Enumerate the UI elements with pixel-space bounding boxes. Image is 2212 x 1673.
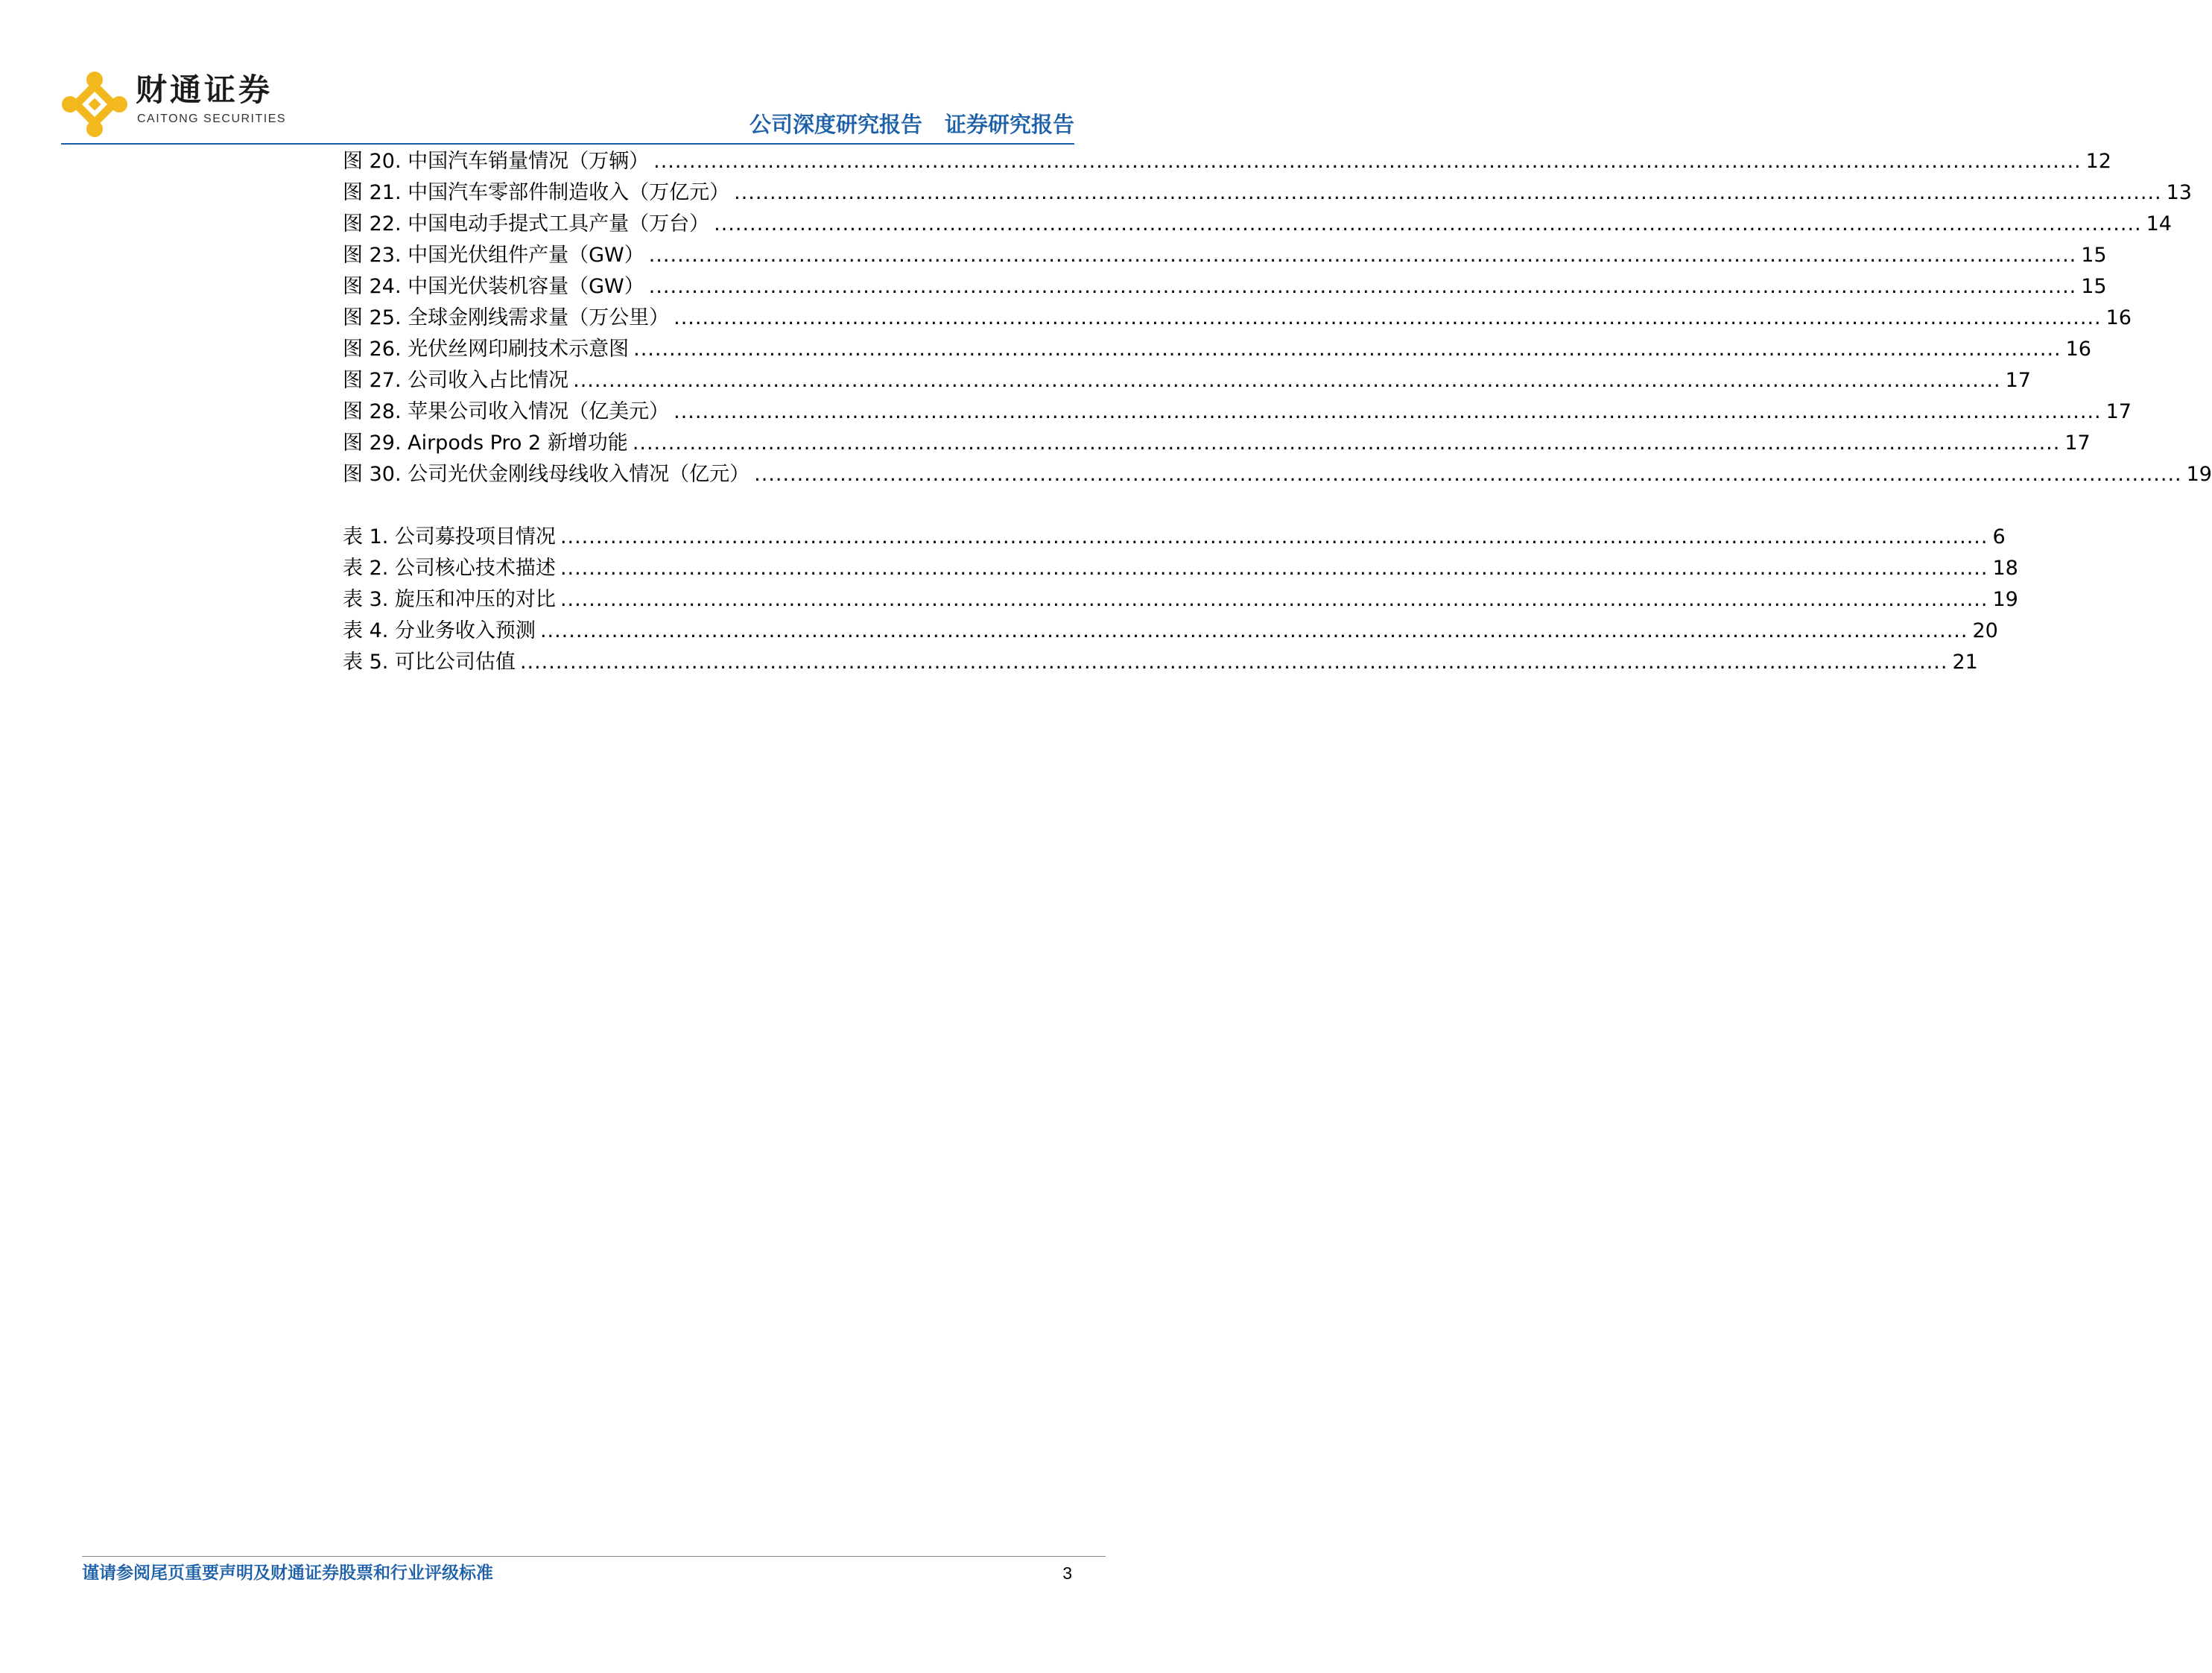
toc-entry[interactable]	[343, 647, 1978, 678]
toc-dot-leader: ........................................................................................................................................................................................................	[674, 306, 2102, 329]
toc-dot-leader: ........................................................................................................................................................................................................	[734, 181, 2162, 204]
toc-dot-leader: ........................................................................................................................................................................................................	[648, 275, 2077, 298]
footer-divider	[82, 1556, 1106, 1557]
toc-entry-label: 图 23. 中国光伏组件产量（GW）	[343, 244, 644, 267]
toc-entry[interactable]	[343, 209, 2172, 240]
table-list	[343, 522, 2018, 678]
toc-entry-page: 12	[2085, 150, 2111, 173]
figure-list	[343, 146, 2212, 490]
toc-entry-label: 图 30. 公司光伏金刚线母线收入情况（亿元）	[343, 463, 750, 486]
toc-entry-label: 图 24. 中国光伏装机容量（GW）	[343, 275, 644, 298]
toc-dot-leader: ........................................................................................................................................................................................................	[714, 212, 2142, 235]
toc-entry[interactable]	[343, 334, 2091, 365]
toc-dot-leader: ........................................................................................................................................................................................................	[560, 557, 1988, 580]
toc-entry-page: 19	[2186, 463, 2212, 486]
toc-entry-page: 16	[2105, 306, 2132, 329]
toc-entry[interactable]	[343, 303, 2132, 334]
toc-dot-leader: ........................................................................................................................................................................................................	[573, 369, 2001, 392]
toc-entry-page: 17	[2105, 400, 2132, 423]
toc-entry[interactable]	[343, 365, 2031, 396]
brand-name-en: CAITONG SECURITIES	[137, 113, 287, 125]
toc-dot-leader: ........................................................................................................................................................................................................	[519, 651, 1948, 674]
toc-entry-page: 13	[2166, 181, 2192, 204]
toc-entry[interactable]	[343, 522, 2006, 553]
toc-entry-page: 21	[1952, 651, 1978, 674]
toc-dot-leader: ........................................................................................................................................................................................................	[653, 150, 2082, 173]
toc-entry-label: 表 4. 分业务收入预测	[343, 619, 536, 642]
toc-entry-page: 19	[1992, 588, 2018, 611]
toc-dot-leader: ........................................................................................................................................................................................................	[633, 338, 2062, 361]
report-category: 证券研究报告	[944, 112, 1074, 137]
caitong-logo-icon	[61, 71, 128, 138]
toc-entry-page: 16	[2065, 338, 2091, 361]
toc-entry-label: 图 25. 全球金刚线需求量（万公里）	[343, 306, 670, 329]
toc-entry-label: 表 1. 公司募投项目情况	[343, 525, 556, 548]
toc-entry-label: 图 22. 中国电动手提式工具产量（万台）	[343, 212, 710, 235]
report-header-title	[750, 114, 1074, 136]
toc-dot-leader: ........................................................................................................................................................................................................	[560, 588, 1988, 611]
toc-dot-leader: ........................................................................................................................................................................................................	[674, 400, 2102, 423]
toc-entry[interactable]	[343, 428, 2091, 459]
toc-entry-label: 表 3. 旋压和冲压的对比	[343, 588, 556, 611]
toc-dot-leader: ........................................................................................................................................................................................................	[754, 463, 2182, 486]
toc-entry-page: 17	[2005, 369, 2031, 392]
toc-entry-label: 图 26. 光伏丝网印刷技术示意图	[343, 338, 630, 361]
toc-entry-page: 14	[2146, 212, 2172, 235]
toc-dot-leader: ........................................................................................................................................................................................................	[632, 431, 2061, 455]
toc-entry-label: 图 28. 苹果公司收入情况（亿美元）	[343, 400, 670, 423]
list-spacer	[343, 490, 1074, 522]
toc-entry[interactable]	[343, 459, 2212, 490]
toc-dot-leader: ........................................................................................................................................................................................................	[648, 244, 2077, 267]
toc-entry-page: 18	[1992, 557, 2018, 580]
page-number: 3	[1062, 1563, 1072, 1583]
toc-entry[interactable]	[343, 240, 2107, 271]
toc-entry-label: 表 2. 公司核心技术描述	[343, 557, 556, 580]
toc-entry[interactable]	[343, 271, 2107, 303]
toc-entry[interactable]	[343, 616, 1998, 647]
toc-entry-page: 20	[1972, 619, 1998, 642]
toc-entry-page: 17	[2064, 431, 2091, 455]
toc-dot-leader: ........................................................................................................................................................................................................	[539, 619, 1968, 642]
toc-entry-label: 图 21. 中国汽车零部件制造收入（万亿元）	[343, 181, 730, 204]
toc-entry[interactable]	[343, 177, 2192, 209]
toc-entry-label: 图 27. 公司收入占比情况	[343, 369, 569, 392]
toc-entry[interactable]	[343, 553, 2018, 584]
brand-name-cn: 财通证券	[136, 72, 273, 108]
toc-entry-label: 图 29. Airpods Pro 2 新增功能	[343, 431, 628, 455]
header-divider	[61, 143, 1074, 145]
toc-entry[interactable]	[343, 396, 2132, 428]
toc-entry-page: 15	[2081, 275, 2107, 298]
toc-entry[interactable]	[343, 146, 2111, 177]
toc-dot-leader: ........................................................................................................................................................................................................	[560, 525, 1988, 548]
footer-disclaimer: 谨请参阅尾页重要声明及财通证券股票和行业评级标准	[82, 1563, 493, 1583]
toc-entry-page: 6	[1992, 525, 2006, 548]
table-of-contents	[343, 146, 2212, 678]
toc-entry-label: 表 5. 可比公司估值	[343, 651, 516, 674]
report-type: 公司深度研究报告	[749, 112, 922, 137]
toc-entry-page: 15	[2081, 244, 2107, 267]
toc-entry-label: 图 20. 中国汽车销量情况（万辆）	[343, 150, 650, 173]
toc-entry[interactable]	[343, 584, 2018, 616]
